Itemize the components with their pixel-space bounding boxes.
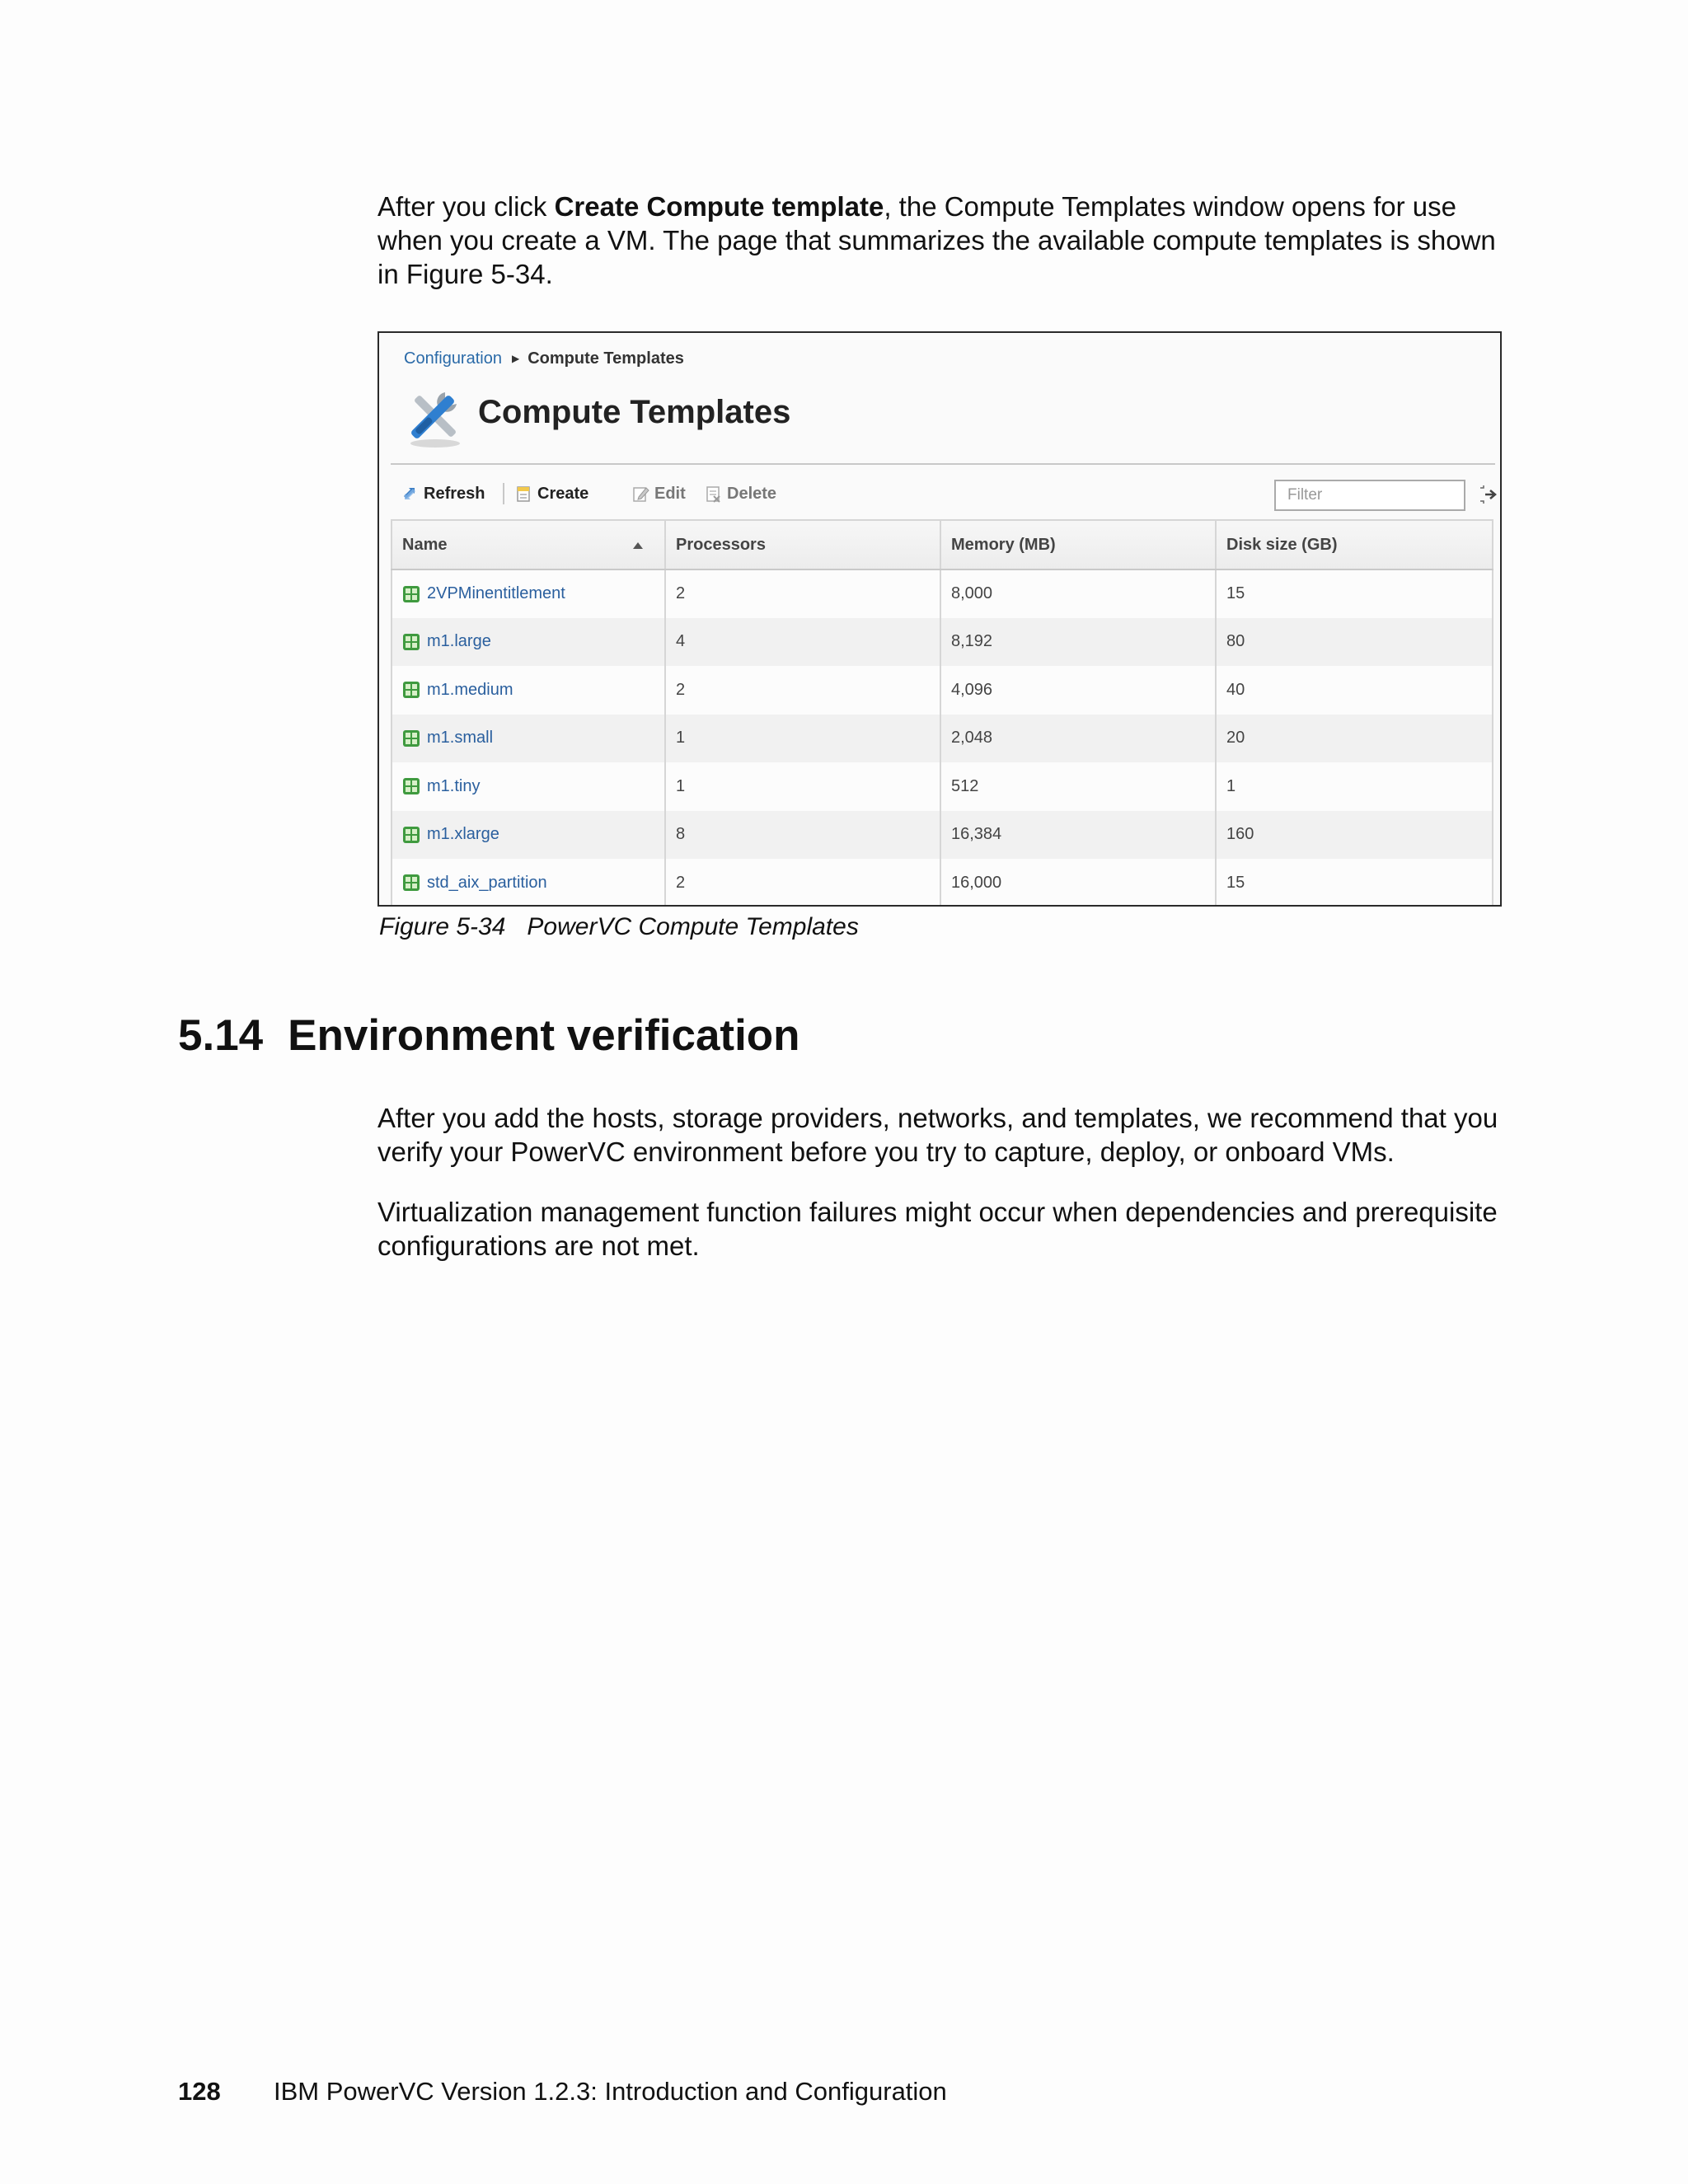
name-cell	[392, 811, 665, 860]
template-name-link[interactable]: m1.tiny	[427, 776, 481, 795]
refresh-button[interactable]	[401, 480, 485, 508]
figure-caption	[379, 913, 859, 941]
intro-paragraph	[377, 190, 1507, 291]
edit-icon	[631, 485, 649, 503]
figure-label: Figure 5-34	[379, 913, 506, 940]
processors-cell: 1	[665, 762, 940, 811]
template-name-link[interactable]: 2VPMinentitlement	[427, 584, 565, 603]
disk-size-cell: 15	[1216, 859, 1493, 907]
template-name-link[interactable]: m1.xlarge	[427, 825, 499, 844]
template-name[interactable]	[402, 874, 664, 893]
column-header-memory[interactable]: Memory (MB)	[940, 520, 1216, 569]
toolbar	[401, 480, 1489, 508]
memory-cell: 4,096	[940, 666, 1216, 715]
name-cell	[392, 618, 665, 667]
edit-label: Edit	[654, 484, 686, 503]
edit-button[interactable]	[631, 480, 686, 508]
memory-cell: 16,384	[940, 811, 1216, 860]
footer-book-title: IBM PowerVC Version 1.2.3: Introduction and Configuration	[274, 2077, 947, 2106]
table-row[interactable]	[392, 811, 1493, 860]
table-row[interactable]	[392, 715, 1493, 763]
compute-templates-screenshot	[377, 331, 1502, 907]
disk-size-cell: 15	[1216, 569, 1493, 618]
compute-template-icon	[402, 777, 420, 795]
template-name[interactable]	[402, 825, 664, 844]
table-body	[392, 569, 1493, 907]
table-header-row	[392, 520, 1493, 569]
page-title: Compute Templates	[478, 394, 791, 430]
delete-button[interactable]	[704, 480, 776, 508]
compute-template-icon	[402, 681, 420, 699]
memory-cell: 16,000	[940, 859, 1216, 907]
memory-cell: 512	[940, 762, 1216, 811]
section-number: 5.14	[178, 1011, 264, 1060]
compute-template-icon	[402, 874, 420, 892]
figure-caption-text: PowerVC Compute Templates	[527, 913, 859, 940]
memory-cell: 8,000	[940, 569, 1216, 618]
disk-size-cell: 40	[1216, 666, 1493, 715]
template-name[interactable]	[402, 584, 664, 603]
compute-templates-table	[391, 519, 1493, 907]
breadcrumb	[404, 349, 684, 368]
breadcrumb-current: Compute Templates	[528, 349, 684, 368]
name-cell	[392, 569, 665, 618]
intro-text-before: After you click	[377, 191, 555, 222]
create-label: Create	[537, 484, 589, 503]
compute-template-icon	[402, 729, 420, 748]
disk-size-cell: 20	[1216, 715, 1493, 763]
intro-text-after: , the Compute Templates window opens for use when you create a VM. The page that summarizes the available compute templates is shown in Figure 5-34.	[377, 191, 1496, 289]
verification-paragraph-2: Virtualization management function failures might occur when dependencies and prerequisite configurations are not met.	[377, 1197, 1498, 1261]
memory-cell: 8,192	[940, 618, 1216, 667]
filter-apply-icon[interactable]	[1477, 483, 1502, 506]
disk-size-cell: 80	[1216, 618, 1493, 667]
breadcrumb-arrow-icon: ▶	[511, 353, 520, 364]
template-name-link[interactable]: m1.medium	[427, 680, 513, 699]
template-name-link[interactable]: std_aix_partition	[427, 873, 547, 892]
disk-size-cell: 160	[1216, 811, 1493, 860]
name-cell	[392, 666, 665, 715]
toolbar-separator	[503, 483, 504, 504]
processors-cell: 8	[665, 811, 940, 860]
table-row[interactable]	[392, 859, 1493, 907]
compute-template-icon	[402, 633, 420, 651]
section-heading	[178, 1010, 800, 1061]
tools-icon	[402, 387, 467, 450]
sort-ascending-icon	[633, 542, 643, 549]
intro-bold-term: Create Compute template	[554, 191, 884, 222]
delete-icon	[704, 485, 722, 503]
column-header-name[interactable]	[392, 520, 665, 569]
column-header-processors[interactable]: Processors	[665, 520, 940, 569]
processors-cell: 2	[665, 569, 940, 618]
processors-cell: 2	[665, 666, 940, 715]
compute-template-icon	[402, 585, 420, 603]
name-cell	[392, 762, 665, 811]
template-name-link[interactable]: m1.small	[427, 729, 494, 748]
section-title: Environment verification	[288, 1011, 800, 1060]
delete-label: Delete	[727, 484, 777, 503]
name-cell	[392, 859, 665, 907]
processors-cell: 4	[665, 618, 940, 667]
template-name-link[interactable]: m1.large	[427, 632, 491, 651]
processors-cell: 2	[665, 859, 940, 907]
template-name[interactable]	[402, 632, 664, 651]
title-divider	[391, 463, 1495, 465]
template-name[interactable]	[402, 777, 664, 796]
name-cell	[392, 715, 665, 763]
template-name[interactable]	[402, 729, 664, 748]
table-row[interactable]	[392, 666, 1493, 715]
table-row[interactable]	[392, 618, 1493, 667]
breadcrumb-configuration-link[interactable]: Configuration	[404, 349, 502, 368]
column-header-name-label: Name	[402, 535, 448, 554]
page-number: 128	[178, 2077, 221, 2106]
verification-paragraph-1: After you add the hosts, storage providers, networks, and templates, we recommend that you verify your PowerVC environment before you try to capture, deploy, or onboard VMs.	[377, 1103, 1498, 1167]
page-footer	[178, 2077, 947, 2107]
filter-input[interactable]	[1274, 480, 1465, 511]
table-row[interactable]	[392, 569, 1493, 618]
compute-template-icon	[402, 826, 420, 844]
disk-size-cell: 1	[1216, 762, 1493, 811]
memory-cell: 2,048	[940, 715, 1216, 763]
template-name[interactable]	[402, 681, 664, 700]
create-icon	[514, 485, 532, 503]
column-header-disk-size[interactable]: Disk size (GB)	[1216, 520, 1493, 569]
processors-cell: 1	[665, 715, 940, 763]
refresh-icon	[401, 485, 419, 503]
table-row[interactable]	[392, 762, 1493, 811]
refresh-label: Refresh	[424, 484, 485, 503]
create-button[interactable]	[514, 480, 588, 508]
